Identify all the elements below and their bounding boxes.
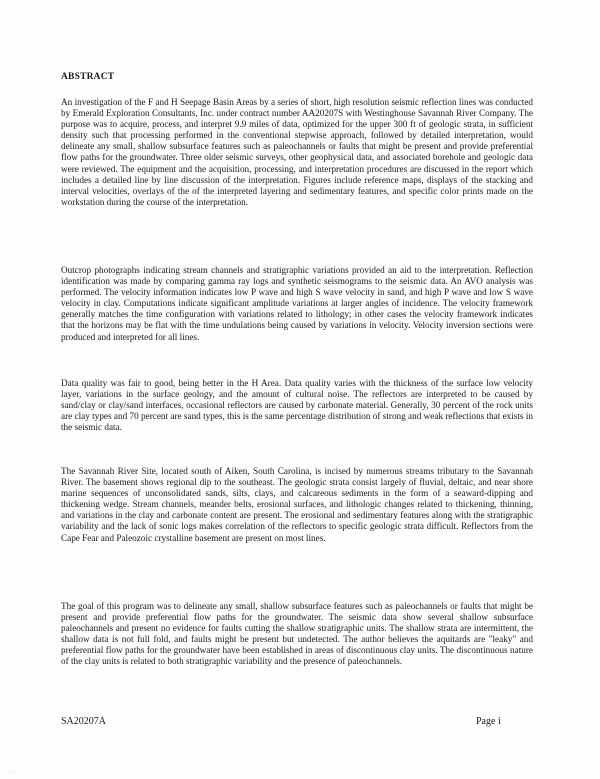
- abstract-paragraph-5: The goal of this program was to delineate any small, shallow subsurface features such as paleochannels or faults that might be present and provide preferential flow paths for the groundwater. The seismic data show several shallow subsurface paleochannels and present no evidence for faults cutting the shallow stratigraphic units. The shallow strata are intermittent, the shallow data is not full fold, and faults might be present but undetected. The author believes the aquitards are "leaky" and preferential flow paths for the groundwater have been established in areas of discontinuous clay units. The discontinuous nature of the clay units is related to both stratigraphic variability and the presence of paleochannels.: [61, 601, 533, 667]
- footer-doc-number: SA20207A: [61, 716, 107, 727]
- abstract-heading: ABSTRACT: [61, 72, 115, 82]
- corner-scan-mark: ............: [6, 769, 18, 773]
- abstract-paragraph-2: Outcrop photographs indicating stream channels and stratigraphic variations provided an aid to the interpretation. Reflection identification was made by comparing gamma ray logs and synthetic seismograms to the seismic data. An AVO analysis was performed. The velocity information indicates low P wave and high S wave velocity in sand, and high P wave and low S wave velocity in clay. Computations indicate significant amplitude variations at larger angles of incidence. The velocity framework generally matches the time configuration with variations related to lithology; in other cases the velocity framework indicates that the horizons may be flat with the time undulations being caused by variations in velocity. Velocity inversion sections were produced and interpreted for all lines.: [61, 265, 533, 342]
- abstract-paragraph-4: The Savannah River Site, located south of Aiken, South Carolina, is incised by numerous streams tributary to the Savannah River. The basement shows regional dip to the southeast. The geologic strata consist largely of fluvial, deltaic, and near shore marine sequences of unconsolidated sands, silts, clays, and calcareous sediments in the form of a seaward-dipping and thickening wedge. Stream channels, meander belts, erosional surfaces, and lithologic changes related to thickening, thinning, and variations in the clay and carbonate content are present. The erosional and sedimentary features along with the stratigraphic variability and the lack of sonic logs makes correlation of the reflectors to specific geologic strata difficult. Reflectors from the Cape Fear and Paleozoic crystalline basement are present on most lines.: [61, 466, 533, 543]
- footer-page-label: Page i: [476, 716, 501, 727]
- abstract-paragraph-3: Data quality was fair to good, being better in the H Area. Data quality varies with the thickness of the surface low velocity layer, variations in the surface geology, and the amount of cultural noise. The reflectors are interpreted to be caused by sand/clay or clay/sand interfaces, occasional reflectors are caused by carbonate material. Generally, 30 percent of the rock units are clay types and 70 percent are sand types, this is the same percentage distribution of strong and weak reflections that exists in the seismic data.: [61, 378, 533, 433]
- abstract-paragraph-1: An investigation of the F and H Seepage Basin Areas by a series of short, high resolution seismic reflection lines was conducted by Emerald Exploration Consultants, Inc. under contract number AA20207S with Westinghouse Savannah River Company. The purpose was to acquire, process, and interpret 9.9 miles of data, optimized for the upper 300 ft of geologic strata, in sufficient density such that processing performed in the conventional stepwise approach, followed by detailed interpretation, would delineate any small, shallow subsurface features such as paleochannels or faults that might be present and provide preferential flow paths for the groundwater. Three older seismic surveys, other geophysical data, and associated borehole and geologic data were reviewed. The equipment and the acquisition, processing, and interpretation procedures are discussed in the report which includes a detailed line by line discussion of the interpretation. Figures include reference maps, displays of the stacking and interval velocities, overlays of the of the interpreted layering and sedimentary features, and specific color prints made on the workstation during the course of the interpretation.: [61, 97, 533, 207]
